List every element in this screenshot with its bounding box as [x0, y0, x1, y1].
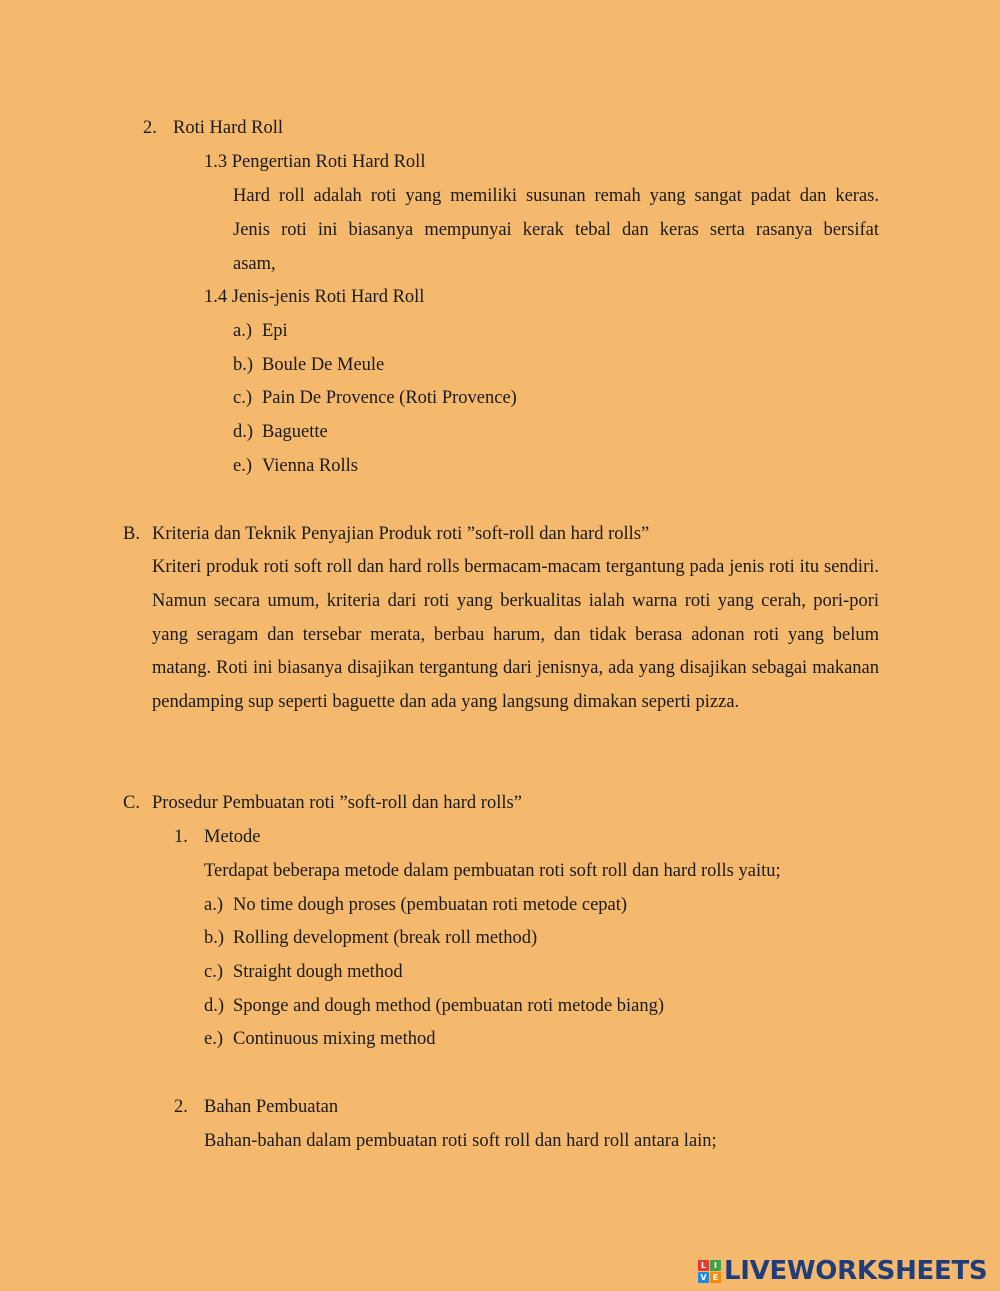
section-c-letter: C.: [123, 793, 140, 813]
logo-block: V: [698, 1272, 709, 1283]
list-marker: e.): [204, 1029, 223, 1049]
definition-line-3: asam,: [233, 254, 276, 274]
section-b-paragraph: Kriteri produk roti soft roll dan hard rolls bermacam-macam tergantung pada jenis roti itu sendiri. Namun secara umum, kriteria dari roti yang berkualitas ialah warna roti yang cerah, pori-pori yang seragam dan tersebar merata, berbau harum, dan tidak berasa adonan roti yang belum matang. Roti ini biasanya disajikan tergantung dari jenisnya, ada yang disajikan sebagai makanan pendamping sup seperti baguette dan ada yang langsung dimakan seperti pizza.: [152, 557, 879, 713]
list-marker: a.): [204, 895, 223, 915]
list-marker: e.): [233, 456, 252, 476]
list-item: Sponge and dough method (pembuatan roti metode biang): [233, 996, 665, 1016]
definition-line-2: Jenis roti ini biasanya mempunyai kerak tebal dan keras serta rasanya bersifat: [233, 220, 879, 240]
bahan-intro: Bahan-bahan dalam pembuatan roti soft roll dan hard roll antara lain;: [204, 1131, 717, 1151]
list-item: Vienna Rolls: [262, 456, 359, 476]
list-marker: b.): [204, 928, 225, 948]
metode-intro: Terdapat beberapa metode dalam pembuatan roti soft roll dan hard rolls yaitu;: [204, 861, 781, 881]
list-marker: a.): [233, 321, 252, 341]
subheading-1-3: 1.3 Pengertian Roti Hard Roll: [204, 152, 426, 172]
list-item: Continuous mixing method: [233, 1029, 436, 1049]
list-marker: b.): [233, 355, 254, 375]
logo-block: L: [698, 1260, 709, 1271]
list-item: Epi: [262, 321, 288, 341]
bahan-heading: Bahan Pembuatan: [204, 1097, 339, 1117]
list-item: Pain De Provence (Roti Provence): [262, 388, 517, 408]
hard-roll-heading: Roti Hard Roll: [173, 118, 283, 138]
list-marker: d.): [233, 422, 254, 442]
list-marker: c.): [233, 388, 252, 408]
section-b-heading: Kriteria dan Teknik Penyajian Produk roti ”soft-roll dan hard rolls”: [152, 524, 650, 544]
list-item: Straight dough method: [233, 962, 403, 982]
list-item: No time dough proses (pembuatan roti metode cepat): [233, 895, 628, 915]
logo-block: E: [710, 1272, 721, 1283]
logo-blocks-icon: [698, 1260, 721, 1283]
list-marker: d.): [204, 996, 225, 1016]
list-item: Rolling development (break roll method): [233, 928, 538, 948]
logo-block: I: [710, 1260, 721, 1271]
bahan-number: 2.: [174, 1097, 188, 1117]
section-b-letter: B.: [123, 524, 140, 544]
list-item: Baguette: [262, 422, 328, 442]
list-item: Boule De Meule: [262, 355, 385, 375]
metode-number: 1.: [174, 827, 188, 847]
logo-text: LIVEWORKSHEETS: [724, 1256, 988, 1286]
definition-line-1: Hard roll adalah roti yang memiliki susunan remah yang sangat padat dan keras.: [233, 186, 879, 206]
metode-heading: Metode: [204, 827, 261, 847]
subheading-1-4: 1.4 Jenis-jenis Roti Hard Roll: [204, 287, 425, 307]
hard-roll-number: 2.: [143, 118, 157, 138]
liveworksheets-logo[interactable]: [698, 1256, 987, 1286]
list-marker: c.): [204, 962, 223, 982]
section-c-heading: Prosedur Pembuatan roti ”soft-roll dan hard rolls”: [152, 793, 522, 813]
